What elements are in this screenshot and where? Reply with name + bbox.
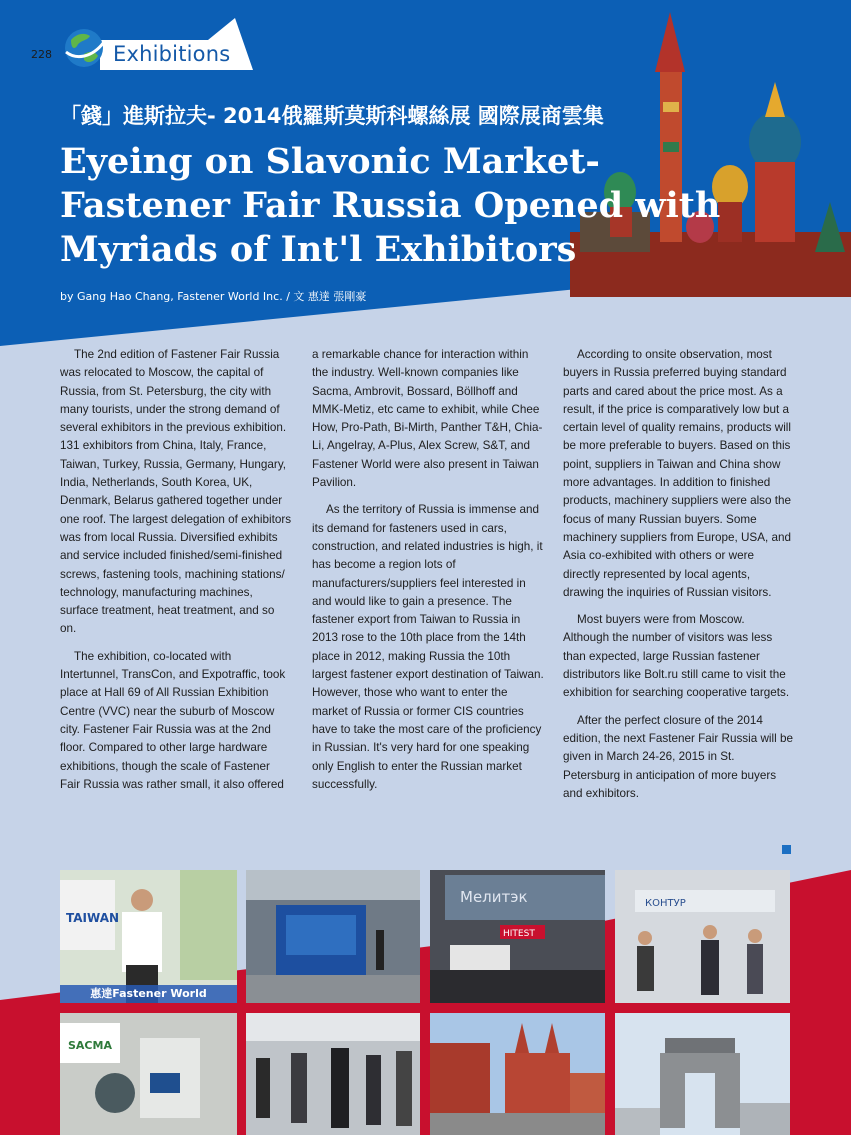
article-column-1 xyxy=(60,346,292,803)
english-title: Eyeing on Slavonic Market- Fastener Fair Russia Opened with Myriads of Int'l Exhibitors xyxy=(60,141,721,270)
paragraph: The 2nd edition of Fastener Fair Russia was relocated to Moscow, the capital of Russia, from St. Petersburg, the city with many tourists, under the strong demand of several exhibitors in the previous exhibition. 131 exhibitors from China, Italy, France, Taiwan, Turkey, Russia, Germany, Hungary, India, Netherlands, South Korea, UK, Denmark, Belarus gathered together under one roof. The largest delegation of exhibitors was from local Russia. Diversified exhibits and service included finished/semi-finished screws, fastening tools, machining stations/ technology, manufacturing machines, surface treatment, heat treatment, and so on. xyxy=(60,348,292,636)
photo-hall-booth xyxy=(246,870,420,1003)
paragraph: As the territory of Russia is immense and its demand for fasteners used in cars, construction, and related industries is high, it has become a region lots of manufacturers/suppliers feel interested in and would like to gain a presence. The fastener export from Taiwan to Russia in 2013 rose to the 10th place from the 14th place in 2012, making Russia the 10th largest fastener export destination of Taiwan. However, those who want to enter the market of Russia or former CIS countries have to take the most care of the proficiency in Russian. It's very hard for one speaking only English to enter the Russian market successfully. xyxy=(312,503,544,791)
photo-caption: 惠達Fastener World xyxy=(60,985,237,1003)
taiwan-sign: TAIWAN xyxy=(66,911,120,925)
globe-icon xyxy=(62,26,106,70)
photo-triumphal-arch xyxy=(615,1013,790,1135)
byline: by Gang Hao Chang, Fastener World Inc. / 文 惠達 張剛豪 xyxy=(60,290,367,303)
photo-sacma-booth xyxy=(60,1013,237,1135)
chinese-title: 「錢」進斯拉夫- 2014俄羅斯莫斯科螺絲展 國際展商雲集 xyxy=(60,104,604,128)
hitest-sign: HITEST xyxy=(503,929,535,939)
paragraph: Most buyers were from Moscow. Although the number of visitors was less than expected, large Russian fastener distributors like Bolt.ru still came to visit the exhibition for searching cooperative targets. xyxy=(563,613,790,700)
section-label: Exhibitions xyxy=(113,42,231,66)
photo-red-square xyxy=(430,1013,605,1135)
photo-visitors-aisle xyxy=(246,1013,420,1135)
paragraph: After the perfect closure of the 2014 edition, the next Fastener Fair Russia will be given in March 24-26, 2015 in St. Petersburg in anticipation of more buyers and exhibitors. xyxy=(563,713,793,800)
melitek-sign: Мелитэк xyxy=(460,888,528,906)
paragraph: According to onsite observation, most buyers in Russia preferred buying standard parts and cared about the price most. As a result, if the price is comparatively low but a certain level of quality remains, products will be more preferable to buyers. Based on this point, suppliers in Taiwan and China show more advantages. In addition to finished products, machinery suppliers were also the focus of many Russian buyers. Some machinery suppliers from Europe, USA, and Asia co-exhibited with others or were directly represented by local agents, drawing the inquiries of Russian visitors. xyxy=(563,348,792,599)
article-column-3 xyxy=(563,346,793,812)
photo-melitek-booth xyxy=(430,870,605,1003)
paragraph: The exhibition, co-located with Intertunnel, TransCon, and Expotraffic, took place at Hall 69 of All Russian Exhibition Centre (VVC) near the suburb of Moscow city. Fastener Fair Russia was at the 2nd floor. Compared to other large hardware exhibitions, though the scale of Fastener Fair Russia was rather small, it also offered xyxy=(60,649,286,791)
photo-kontur-booth xyxy=(615,870,790,1003)
sacma-sign: SACMA xyxy=(68,1039,112,1052)
kontur-sign: КОНТУР xyxy=(645,898,686,909)
article-column-2 xyxy=(312,346,544,803)
page-number: 228 xyxy=(31,48,52,61)
photo-taiwan-booth xyxy=(60,870,237,1003)
article-end-mark xyxy=(782,845,791,854)
paragraph: a remarkable chance for interaction within the industry. Well-known companies like Sacma, Ambrovit, Bossard, Böllhoff and MMK-Metiz, etc came to exhibit, while Chee How, Pro-Path, Bi-Mirth, Panther T&H, Chia-Li, Angelray, A-Plus, Alex Screw, S&T, and Fastener World were also present in Taiwan Pavilion. xyxy=(312,348,543,490)
